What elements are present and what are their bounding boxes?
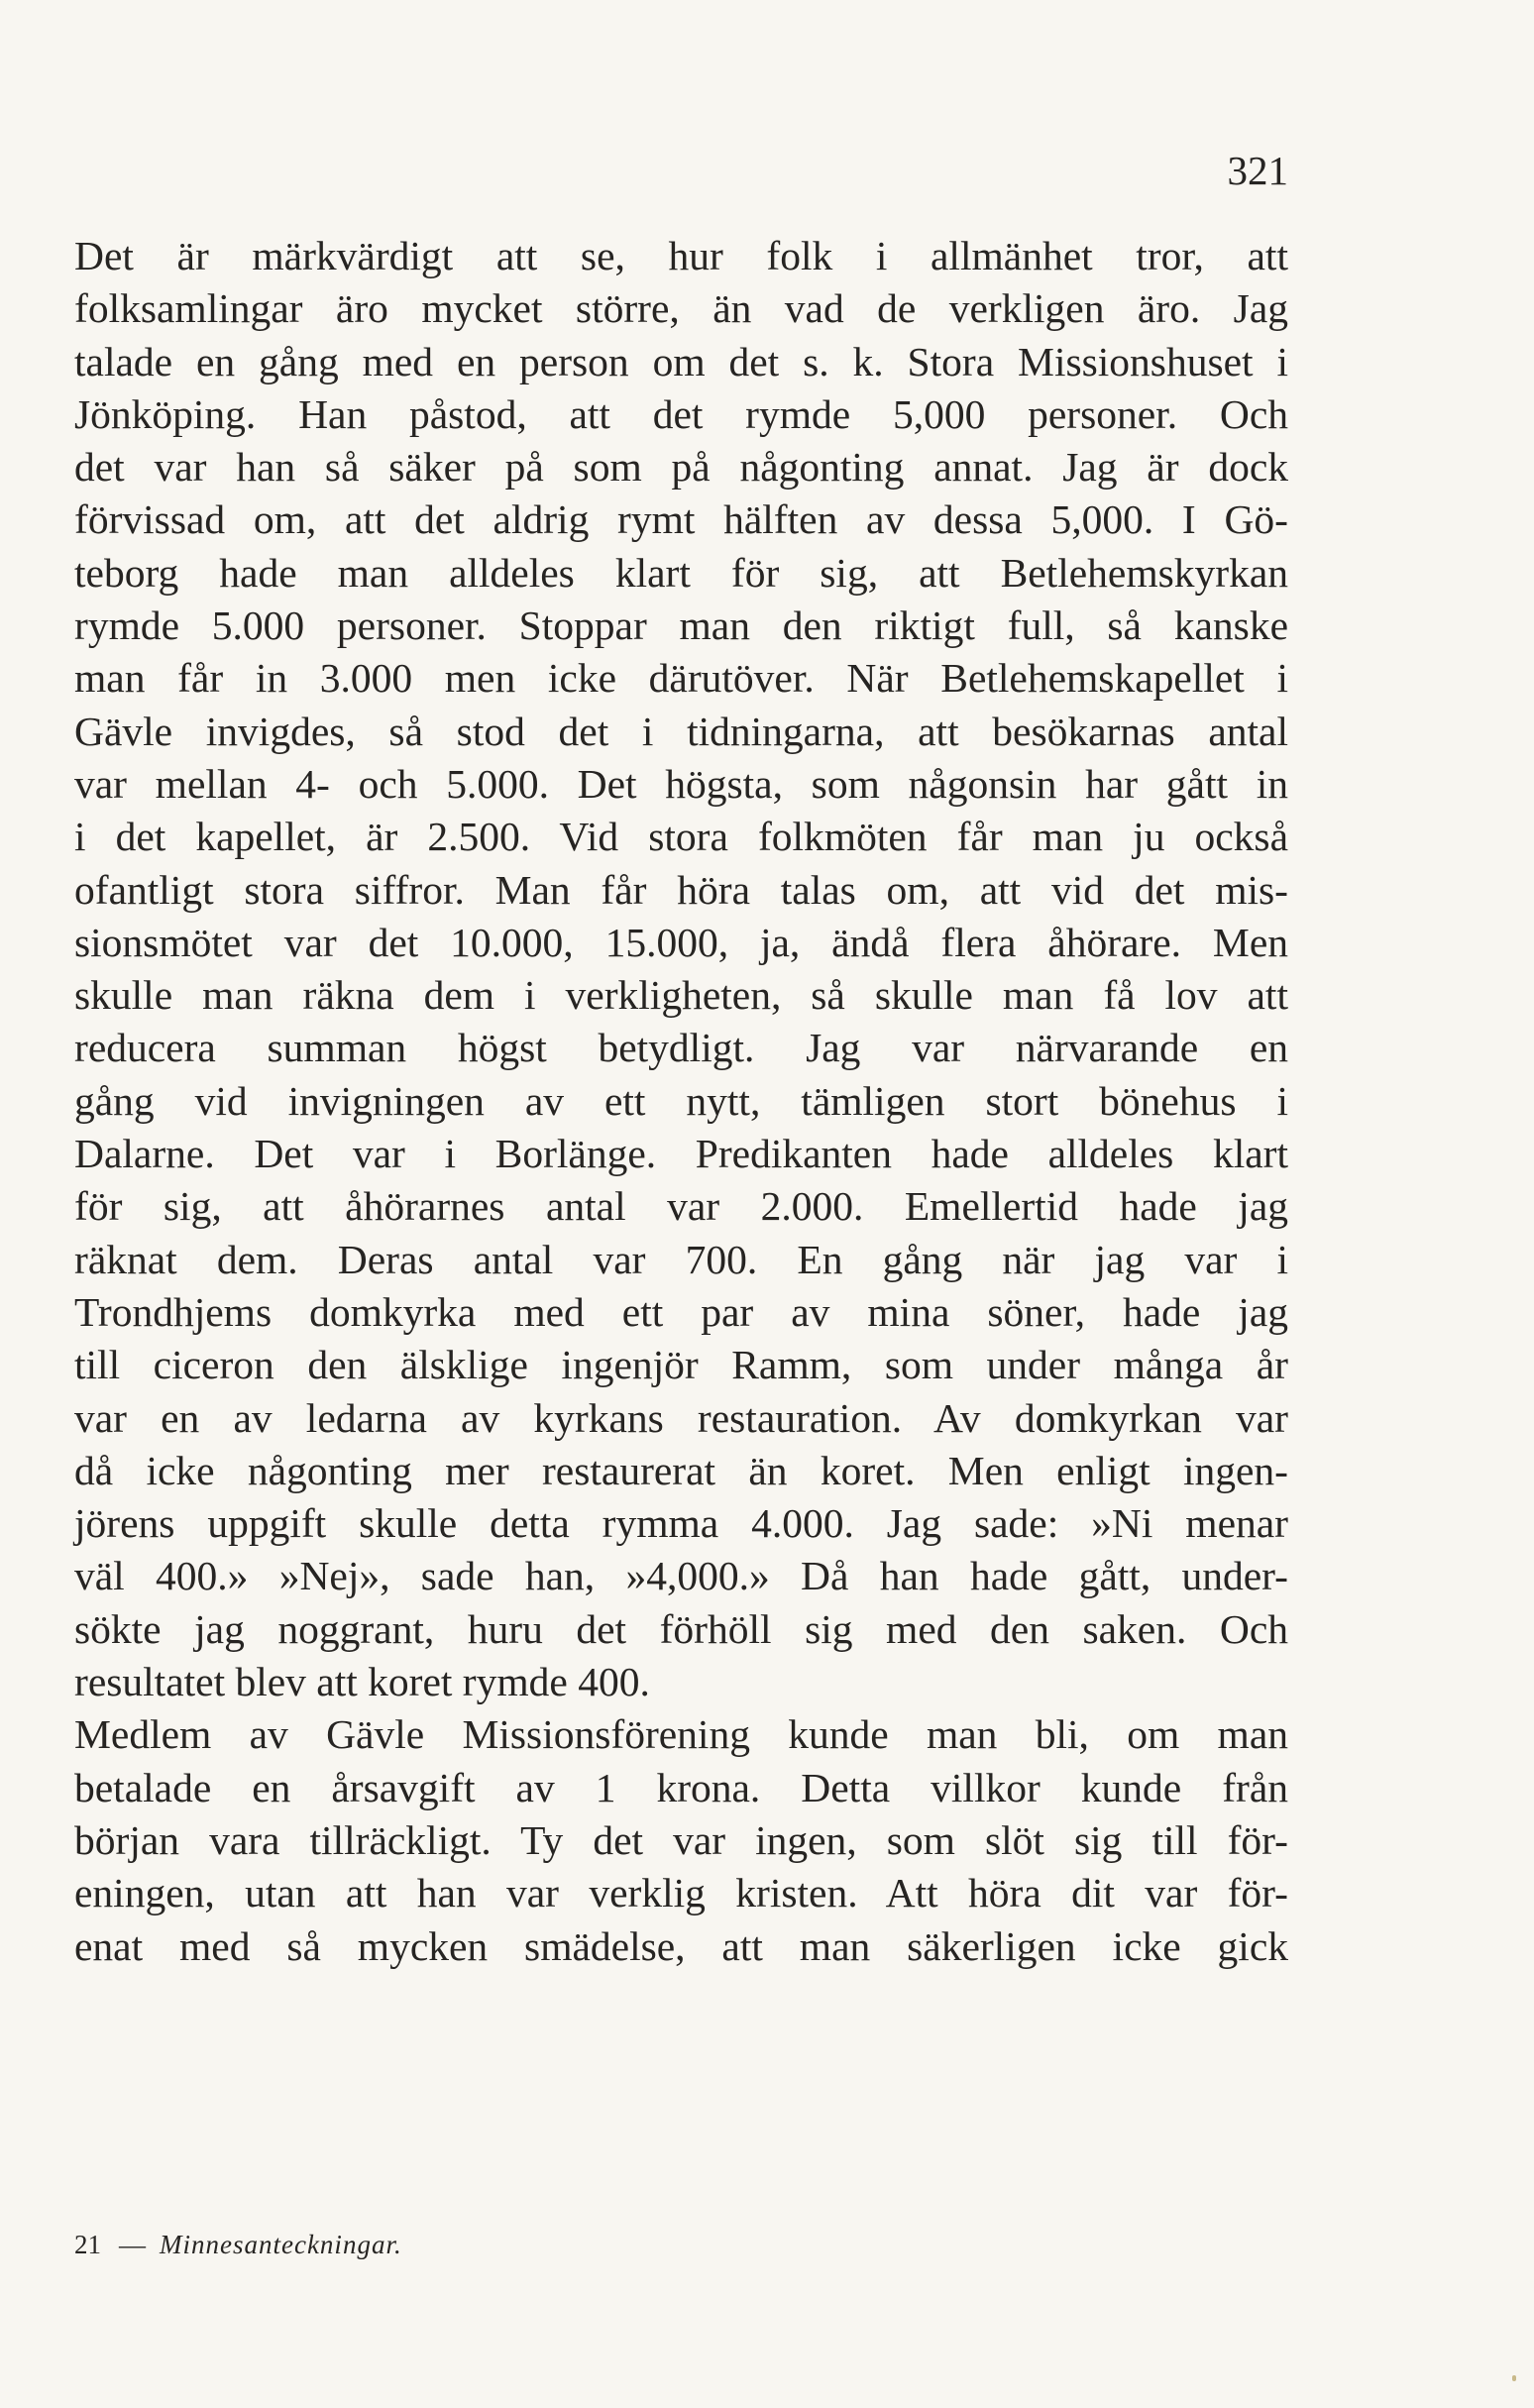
text-line: ofantligt stora siffror. Man får höra talas om, att vid det mis- <box>74 866 1288 913</box>
text-line: teborg hade man alldeles klart för sig, att Betlehemskyrkan <box>74 549 1288 596</box>
paper-speck <box>1512 2375 1516 2381</box>
signature-number: 21 <box>74 2230 101 2259</box>
text-line: rymde 5.000 personer. Stoppar man den riktigt full, så kanske <box>74 602 1288 649</box>
text-line: talade en gång med en person om det s. k. Stora Missionshuset i <box>74 338 1288 384</box>
text-line: Medlem av Gävle Missionsförening kunde man bli, om man <box>74 1711 1288 1758</box>
text-line: enat med så mycken smädelse, att man säkerligen icke gick <box>74 1922 1288 1969</box>
text-line: reducera summan högst betydligt. Jag var närvarande en <box>74 1025 1288 1071</box>
text-line: sionsmötet var det 10.000, 15.000, ja, ändå flera åhörare. Men <box>74 919 1288 965</box>
text-line: Jönköping. Han påstod, att det rymde 5,000 personer. Och <box>74 390 1288 437</box>
paragraph-2 <box>74 1708 1288 1972</box>
text-line: i det kapellet, är 2.500. Vid stora folkmöten får man ju också <box>74 814 1288 860</box>
text-line: Trondhjems domkyrka med ett par av mina söner, hade jag <box>74 1288 1288 1335</box>
body-text <box>74 230 1288 1973</box>
text-line: räknat dem. Deras antal var 700. En gång när jag var i <box>74 1236 1288 1282</box>
text-line: då icke någonting mer restaurerat än koret. Men enligt ingen- <box>74 1447 1288 1493</box>
text-line: förvissad om, att det aldrig rymt hälften av dessa 5,000. I Gö- <box>74 496 1288 543</box>
text-line: sökte jag noggrant, huru det förhöll sig med den saken. Och <box>74 1605 1288 1652</box>
text-line: Gävle invigdes, så stod det i tidningarna, att besökarnas antal <box>74 708 1288 754</box>
text-line: väl 400.» »Nej», sade han, »4,000.» Då han hade gått, under- <box>74 1553 1288 1599</box>
text-line: man får in 3.000 men icke därutöver. När Betlehemskapellet i <box>74 655 1288 702</box>
signature-mark <box>74 2232 402 2258</box>
text-line: eningen, utan att han var verklig kristen. Att höra dit var för- <box>74 1870 1288 1916</box>
text-line: gång vid invigningen av ett nytt, tämligen stort bönehus i <box>74 1077 1288 1124</box>
paragraph-1 <box>74 230 1288 1708</box>
text-line: Dalarne. Det var i Borlänge. Predikanten hade alldeles klart <box>74 1131 1288 1177</box>
text-line: början vara tillräckligt. Ty det var ingen, som slöt sig till för- <box>74 1816 1288 1863</box>
text-line: för sig, att åhörarnes antal var 2.000. Emellertid hade jag <box>74 1183 1288 1230</box>
text-line: till ciceron den älsklige ingenjör Ramm, som under många år <box>74 1342 1288 1388</box>
text-line: folksamlingar äro mycket större, än vad de verkligen äro. Jag <box>74 285 1288 332</box>
text-line: var mellan 4- och 5.000. Det högsta, som någonsin har gått in <box>74 760 1288 807</box>
text-line: skulle man räkna dem i verkligheten, så skulle man få lov att <box>74 972 1288 1019</box>
page-number: 321 <box>1227 148 1288 193</box>
text-line: jörens uppgift skulle detta rymma 4.000. Jag sade: »Ni menar <box>74 1500 1288 1547</box>
text-line: Det är märkvärdigt att se, hur folk i allmänhet tror, att <box>74 233 1288 278</box>
signature-dash: — <box>119 2230 146 2259</box>
text-line: resultatet blev att koret rymde 400. <box>74 1659 650 1705</box>
text-line: var en av ledarna av kyrkans restauration. Av domkyrkan var <box>74 1394 1288 1441</box>
text-line: det var han så säker på som på någonting annat. Jag är dock <box>74 444 1288 491</box>
text-line: betalade en årsavgift av 1 krona. Detta villkor kunde från <box>74 1764 1288 1810</box>
signature-title: Minnesanteckningar. <box>160 2230 402 2259</box>
